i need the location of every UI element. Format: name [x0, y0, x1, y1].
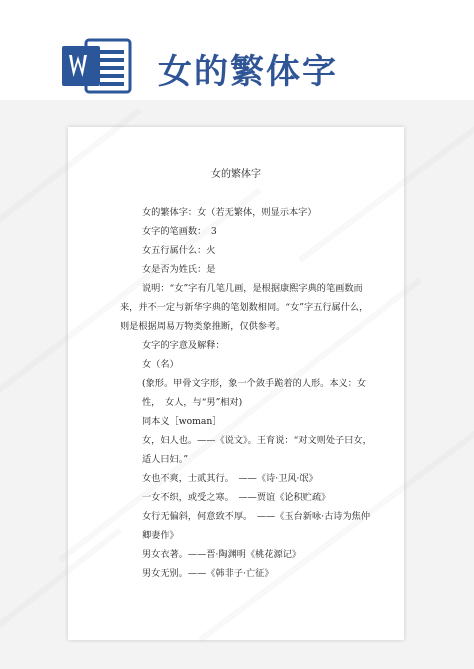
line-origin-1: (象形。甲骨文字形，象一个敛手跪着的人形。本义：女	[142, 378, 367, 389]
line-quote-yutai-1: 女行无偏斜，何意致不厚。 ——《玉台新咏·古诗为焦仲	[142, 511, 371, 522]
line-quote-shuowen-2: 适人曰妇。”	[142, 454, 189, 465]
line-traditional-form: 女的繁体字：女（若无繁体，则显示本字）	[142, 207, 317, 218]
line-quote-yutai-2: 卿妻作》	[142, 530, 179, 541]
line-meaning-heading: 女字的字意及解释：	[142, 340, 225, 351]
document-title: 女的繁体字	[211, 169, 261, 180]
line-quote-shijing: 女也不爽，士贰其行。 ——《诗·卫风·氓》	[142, 473, 318, 484]
line-same-meaning: 同本义［woman］	[142, 416, 222, 427]
line-quote-taohuayuan: 男女衣著。——晋·陶渊明《桃花源记》	[142, 549, 302, 560]
line-surname: 女是否为姓氏：是	[142, 264, 216, 275]
line-quote-hanfeizi: 男女无别。——《韩非子·亡征》	[142, 568, 274, 579]
line-part-of-speech: 女（名）	[142, 359, 179, 370]
line-quote-shuowen-1: 女，妇人也。——《说文》。王育说：“对文则处子曰女，	[142, 435, 372, 446]
document-page	[68, 127, 404, 640]
line-note-3: 则是根据周易万物类象推断，仅供参考。	[120, 321, 286, 332]
line-five-elements: 女五行属什么：火	[142, 245, 216, 256]
word-icon	[62, 38, 132, 94]
line-quote-jiayi: 一女不织，或受之寒。 ——贾谊《论积贮疏》	[142, 492, 331, 503]
line-stroke-count: 女字的笔画数： 3	[142, 226, 217, 237]
line-origin-2: 性， 女人，与“男”相对)	[142, 397, 243, 408]
banner-title: 女的繁体字	[158, 52, 338, 92]
line-note-2: 来，并不一定与新华字典的笔划数相同。“女”字五行属什么，	[120, 302, 369, 313]
line-note-1: 说明：“女”字有几笔几画，是根据康熙字典的笔画数而	[142, 283, 363, 294]
